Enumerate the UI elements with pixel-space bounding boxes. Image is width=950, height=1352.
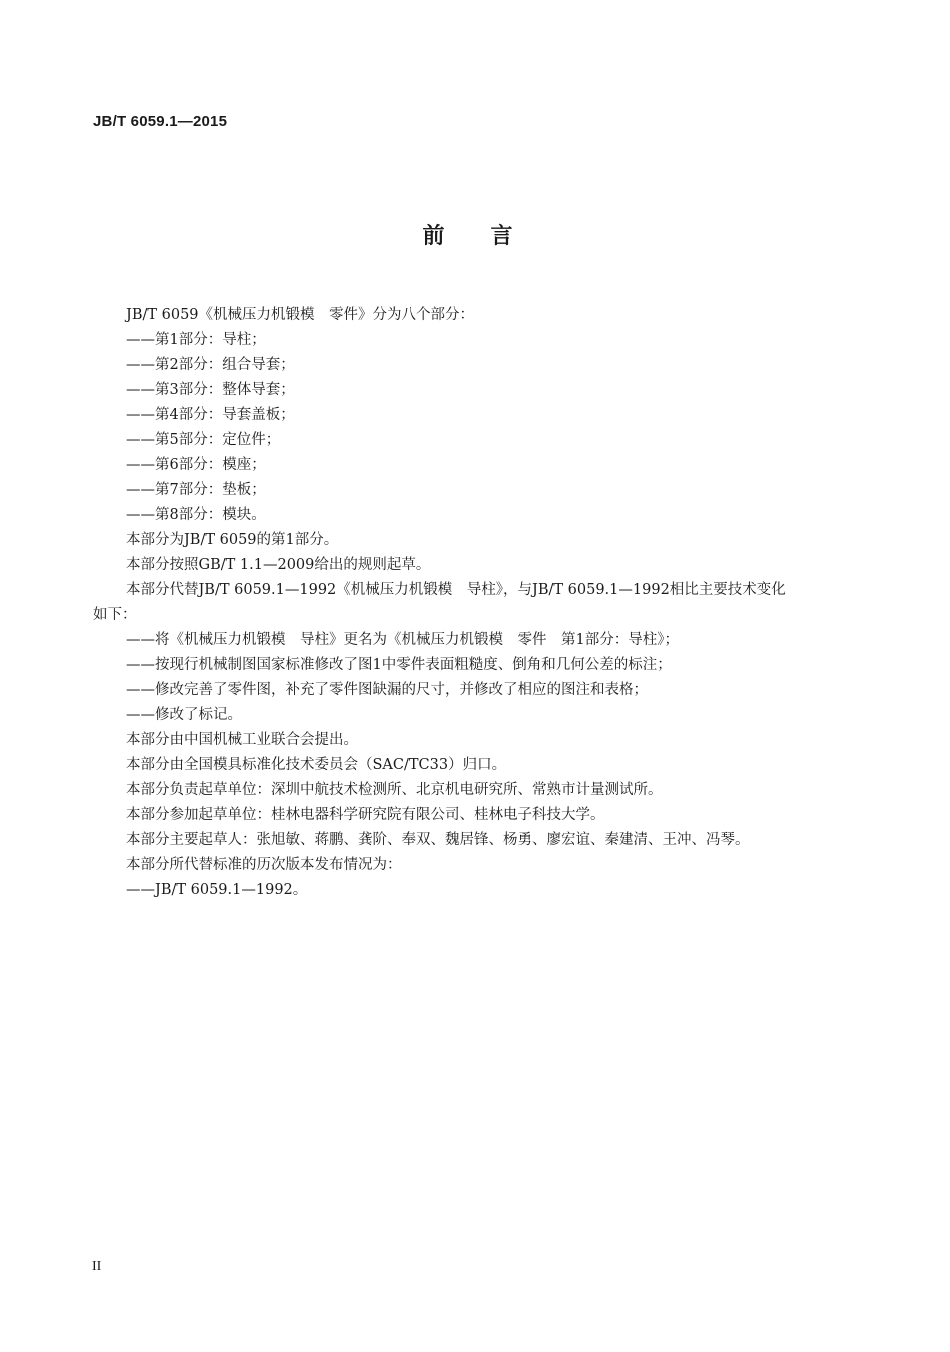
this-part-paragraph: 本部分为JB/T 6059的第1部分。 [126,532,339,548]
part-list-item: ——第8部分：模块。 [126,507,266,523]
change-list-item: ——修改了标记。 [126,707,242,723]
participating-units-paragraph: 本部分参加起草单位：桂林电器科学研究院有限公司、桂林电子科技大学。 [126,807,605,823]
drafting-rules-paragraph: 本部分按照GB/T 1.1—2009给出的规则起草。 [126,557,431,573]
part-list-item: ——第6部分：模座； [126,457,266,473]
page-number: II [92,1259,102,1274]
part-list-item: ——第5部分：定位件； [126,432,281,448]
title-char-1: 前 [422,224,445,249]
part-list-item: ——第2部分：组合导套； [126,357,295,373]
part-list-item: ——第4部分：导套盖板； [126,407,295,423]
proposed-by-paragraph: 本部分由中国机械工业联合会提出。 [126,732,358,748]
title-char-2: 言 [490,224,513,249]
history-intro-paragraph: 本部分所代替标准的历次版本发布情况为： [126,857,402,873]
standard-code: JB/T 6059.1—2015 [93,113,228,130]
intro-paragraph: JB/T 6059《机械压力机锻模 零件》分为八个部分： [126,307,475,323]
part-list-item: ——第1部分：导柱； [126,332,266,348]
responsible-units-paragraph: 本部分负责起草单位：深圳中航技术检测所、北京机电研究所、常熟市计量测试所。 [126,782,663,798]
main-drafters-paragraph: 本部分主要起草人：张旭敏、蒋鹏、龚阶、奉双、魏居锋、杨勇、廖宏谊、秦建清、王冲、冯琴。 [126,832,750,848]
part-list-item: ——第7部分：垫板； [126,482,266,498]
replaces-paragraph-continued: 如下： [93,607,137,623]
page-title [0,219,935,250]
part-list-item: ——第3部分：整体导套； [126,382,295,398]
change-list-item: ——按现行机械制图国家标准修改了图1中零件表面粗糙度、倒角和几何公差的标注； [126,657,672,673]
replaces-paragraph: 本部分代替JB/T 6059.1—1992《机械压力机锻模 导柱》，与JB/T 6059.1—1992相比主要技术变化 [126,582,786,598]
history-list-item: ——JB/T 6059.1—1992。 [126,882,308,898]
centralized-by-paragraph: 本部分由全国模具标准化技术委员会（SAC/TC33）归口。 [126,757,507,773]
change-list-item: ——将《机械压力机锻模 导柱》更名为《机械压力机锻模 零件 第1部分：导柱》； [126,632,679,648]
foreword-body [93,303,853,903]
change-list-item: ——修改完善了零件图，补充了零件图缺漏的尺寸，并修改了相应的图注和表格； [126,682,648,698]
